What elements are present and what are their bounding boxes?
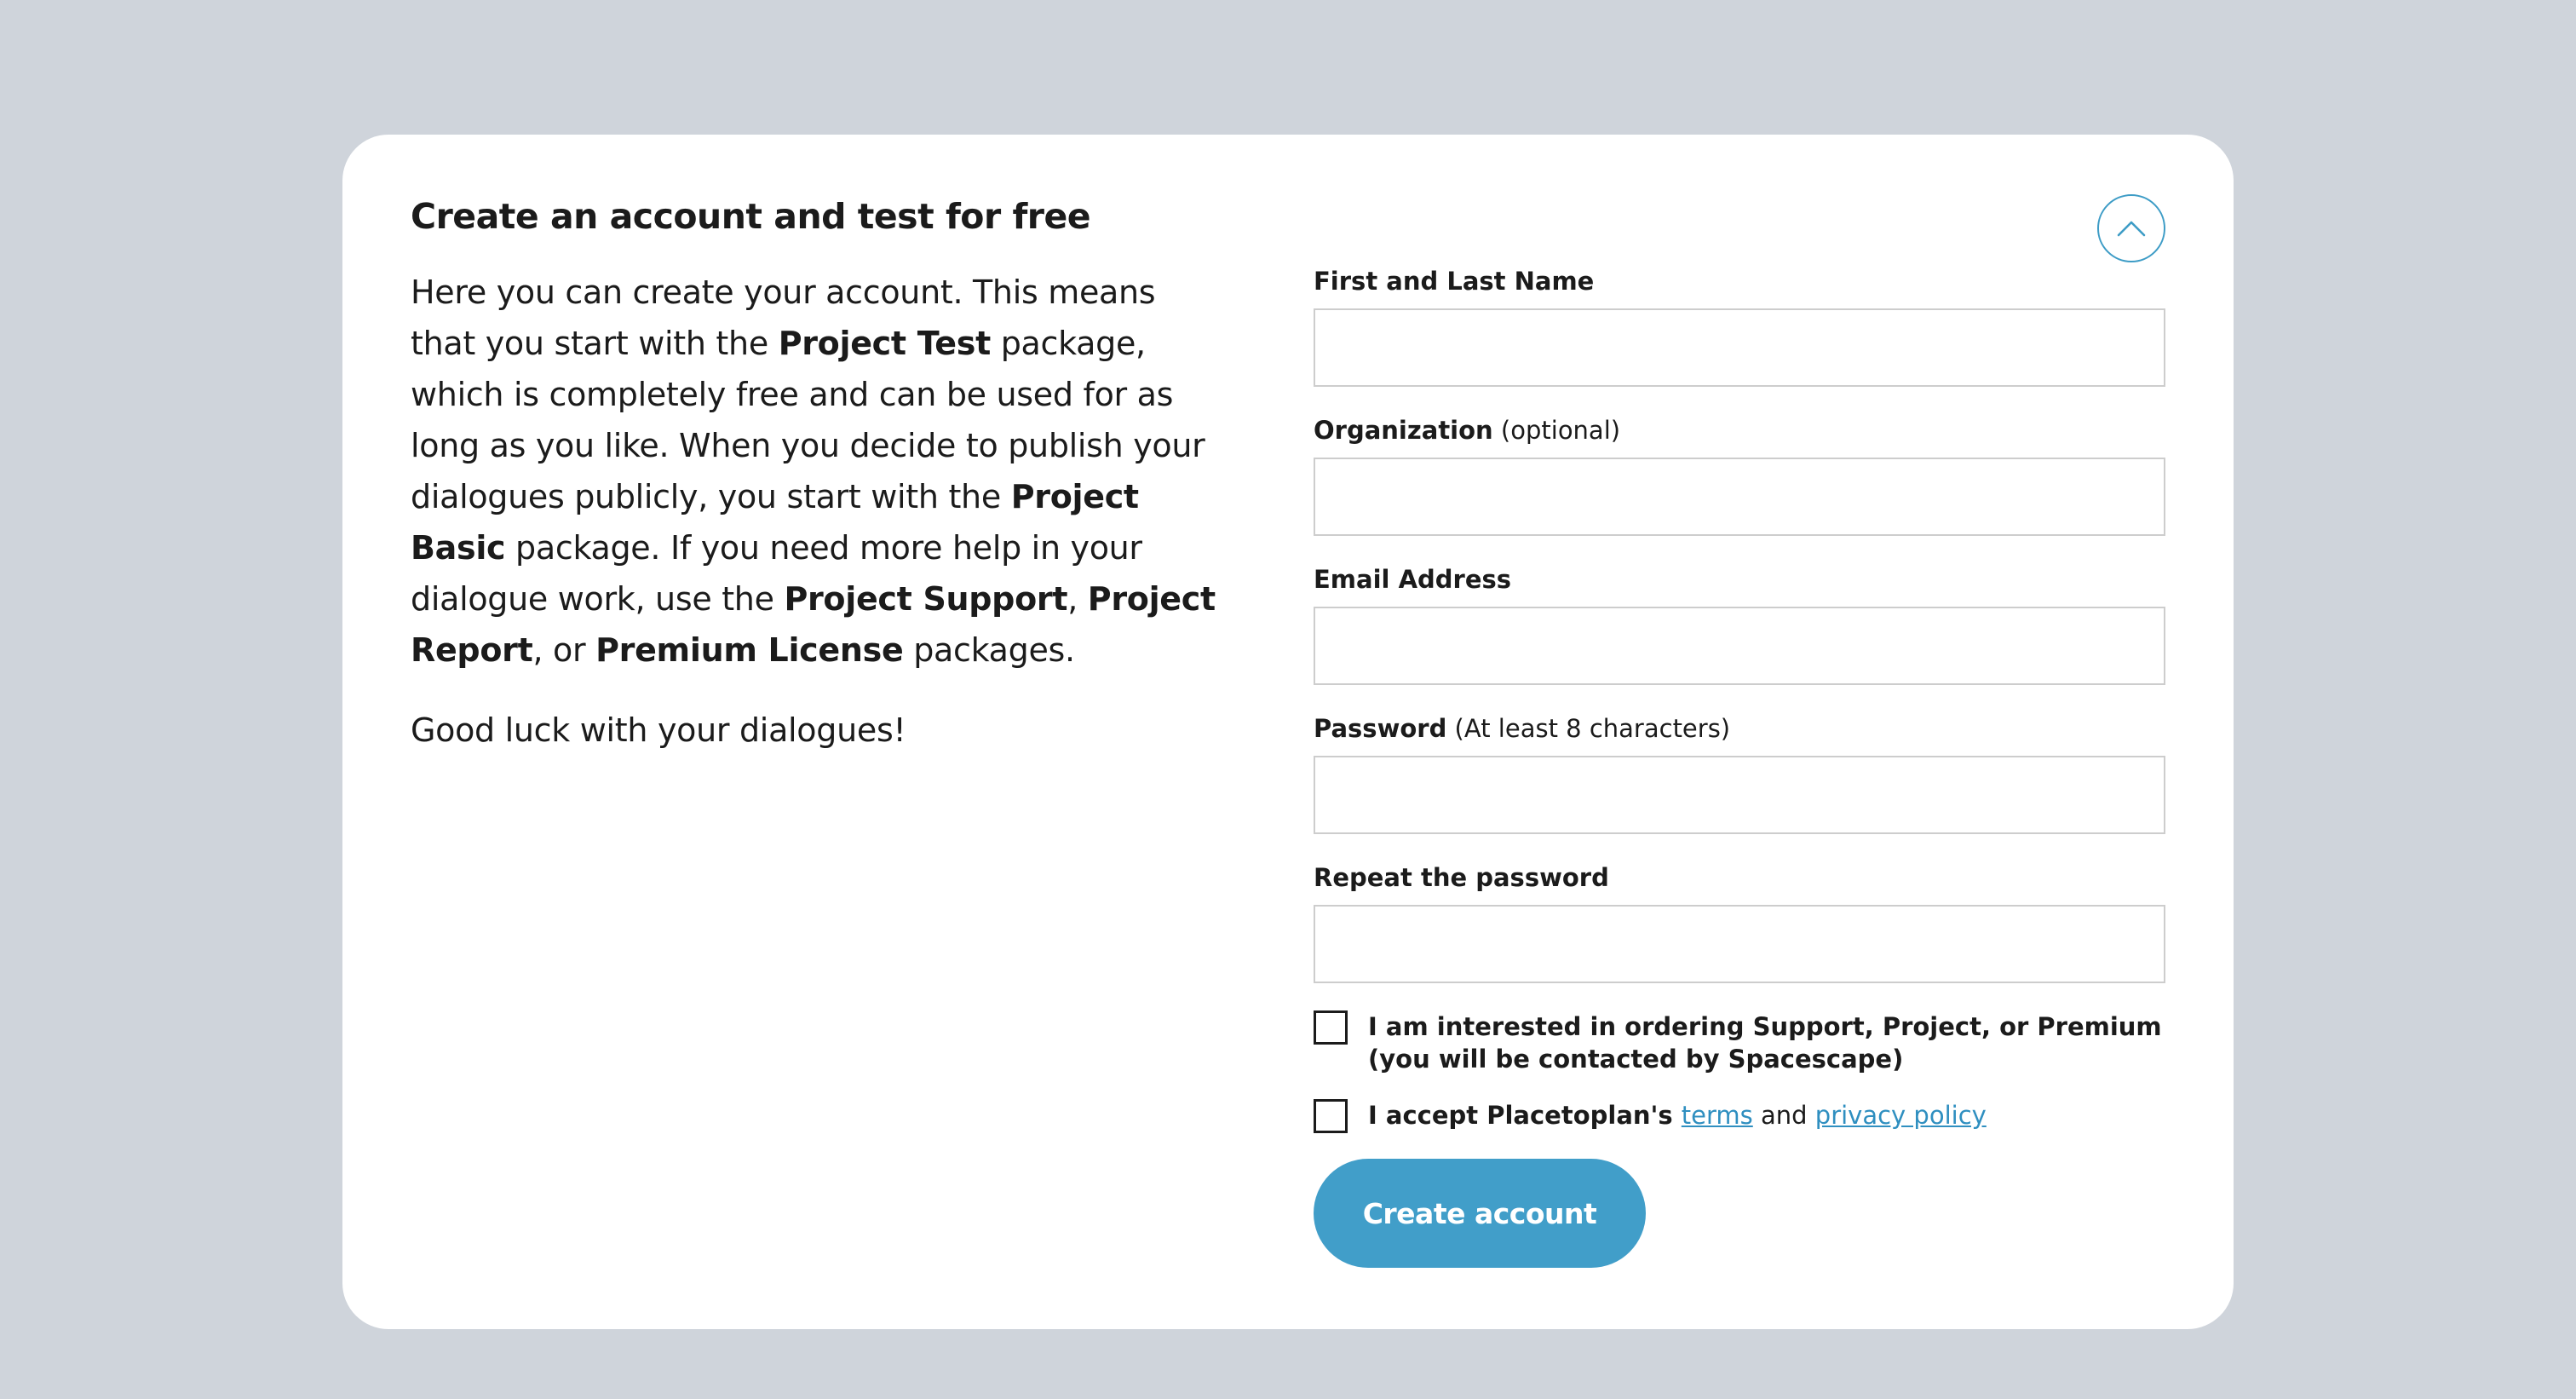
package-project-report: Project Report [411,580,1216,670]
collapse-button[interactable] [2097,194,2165,262]
intro-paragraph: Here you can create your account. This means that you start with the Project Test package, which is completely free and can be used for as long as you like. When you decide to publish your dialogues publicly, you start with the Project Basic package. If you need more help in your dialogue work, use the Project Support, Project Report, or Premium License packages. [411,273,1216,670]
signup-form [1314,266,2165,1268]
email-label: Email Address [1314,565,1512,594]
repeat-password-field-group [1314,862,2165,983]
intro-section [411,196,1228,756]
accept-terms-checkbox[interactable] [1314,1099,1348,1133]
interest-checkbox[interactable] [1314,1010,1348,1045]
interest-checkbox-label: I am interested in ordering Support, Project, or Premium (you will be contacted by Spacescape) [1368,1012,2162,1074]
terms-link[interactable]: terms [1681,1101,1753,1130]
package-project-test: Project Test [778,325,991,363]
package-project-basic: Project Basic [411,478,1139,567]
repeat-password-label: Repeat the password [1314,863,1609,892]
name-label: First and Last Name [1314,267,1595,296]
accept-terms-label: I accept Placetoplan's terms and privacy policy [1368,1101,1987,1130]
password-input[interactable] [1314,756,2165,834]
password-label: Password (At least 8 characters) [1314,714,1731,743]
repeat-password-input[interactable] [1314,905,2165,983]
email-field-group [1314,564,2165,685]
privacy-policy-link[interactable]: privacy policy [1814,1101,1987,1130]
package-premium-license: Premium License [595,631,904,670]
accept-terms-checkbox-row [1314,1099,2165,1133]
package-project-support: Project Support [784,580,1068,619]
chevron-up-icon [2117,220,2146,237]
email-input[interactable] [1314,607,2165,685]
organization-field-group [1314,415,2165,536]
good-luck-text: Good luck with your dialogues! [411,711,906,750]
organization-label: Organization (optional) [1314,416,1621,445]
create-account-button[interactable]: Create account [1314,1159,1646,1268]
organization-input[interactable] [1314,458,2165,536]
password-field-group [1314,713,2165,834]
name-input[interactable] [1314,308,2165,387]
interest-checkbox-row [1314,1010,2165,1075]
signup-card [342,135,2234,1329]
page-title: Create an account and test for free [411,196,1091,237]
name-field-group [1314,266,2165,387]
